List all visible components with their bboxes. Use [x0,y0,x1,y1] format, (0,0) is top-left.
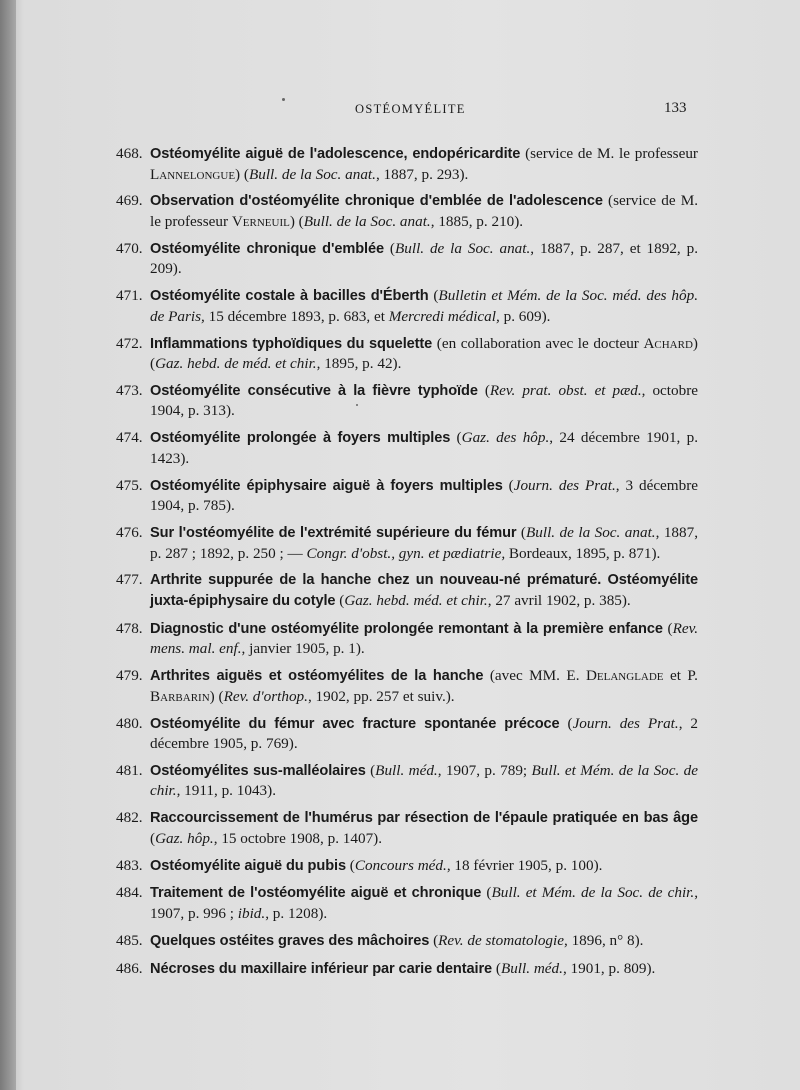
citation-source: Mercredi médical, [388,307,500,325]
citation-text: , p. 1208). [265,905,328,922]
citation-text: , 3 décembre 1904, p. 785). [150,476,699,515]
entry-number: 470. [116,239,143,257]
bibliography-entry [116,931,698,952]
page-gutter-shadow [0,0,16,1090]
citation-text: ( [481,884,492,902]
citation-text: , 1887, p. 293). [375,165,469,183]
citation-source: Concours méd. [354,856,447,874]
entry-title: Inflammations typhoïdiques du squelette [150,335,433,352]
bibliography-list [116,144,698,986]
entry-text [150,762,698,800]
entry-number: 469. [116,192,143,210]
entry-title: Sur l'ostéomyélite de l'extrémité supérieure du fémur [150,525,517,541]
citation-source: Bull. et Mém. de la Soc. de chir. [150,761,698,800]
entry-text [150,960,655,977]
bibliography-entry [116,428,698,468]
ink-speck [282,98,285,101]
entry-title: Nécroses du maxillaire inférieur par carie dentaire [150,960,493,977]
bibliography-entry [116,808,698,848]
citation-text: , 18 février 1905, p. 100). [446,856,603,874]
citation-text: (service de M. le professeur [520,145,698,162]
entry-number: 474. [116,429,143,447]
citation-text: ) ( [150,334,698,373]
bibliography-entry [116,334,698,374]
bibliography-entry [116,856,698,877]
citation-source: Rev. mens. mal. enf. [150,619,699,658]
citation-source: Bull. et Mém. de la Soc. de chir. [491,884,695,902]
entry-text [150,667,698,705]
entry-title: Observation d'ostéomyélite chronique d'emblée de l'adolescence [150,193,603,210]
citation-text: , 24 décembre 1901, p. 1423). [150,429,699,467]
citation-text: , 1887, p. 287 ; 1892, p. 250 ; — [150,524,699,562]
citation-text: (service de M. le professeur [150,192,699,230]
citation-text: ) ( [235,165,249,183]
entry-title: Ostéomyélite costale à bacilles d'Éberth [150,288,429,305]
citation-source: Congr. d'obst., gyn. et pædiatrie, [306,544,506,562]
entry-text [150,335,698,373]
entry-number: 468. [116,145,143,162]
bibliography-entry [116,523,698,563]
collaborator-name: Verneuil [231,212,290,230]
entry-title: Traitement de l'ostéomyélite aiguë et chronique [150,885,482,902]
citation-text: ( [345,856,355,874]
citation-source: Bulletin et Mém. de la Soc. méd. des hôp. de Paris, [150,287,698,325]
entry-number: 481. [116,761,143,779]
citation-text: 15 décembre 1893, p. 683, et [204,307,389,325]
entry-number: 486. [116,959,143,977]
bibliography-entry [116,959,698,980]
bibliography-entry [116,570,698,611]
collaborator-name: Lannelongue [150,165,236,183]
entry-text [150,524,698,562]
citation-text: , 2 décembre 1905, p. 769). [150,714,698,753]
citation-source: Journ. des Prat. [572,714,679,732]
citation-source: Rev. prat. obst. et pæd. [489,381,642,399]
citation-text: ) ( [289,212,304,230]
citation-text: ( [428,287,439,305]
bibliography-entry [116,191,698,231]
bibliography-entry [116,883,698,923]
bibliography-entry [116,144,698,184]
citation-text: Bordeaux, 1895, p. 871). [505,544,661,562]
citation-text: ( [477,381,490,399]
entry-title: Diagnostic d'une ostéomyélite prolongée remontant à la première enfance [150,620,663,637]
citation-text: , 1907, p. 996 ; [150,884,699,922]
citation-text: , 27 avril 1902, p. 385). [487,591,631,609]
citation-source: Bull. de la Soc. anat. [303,212,431,230]
bibliography-entry [116,381,698,421]
citation-source: Bull. de la Soc. anat. [248,165,376,183]
citation-text: ) ( [209,687,224,705]
citation-text: , 1887, p. 287, et 1892, p. 209). [150,239,698,278]
citation-source: Rev. d'orthop. [223,687,308,705]
collaborator-name: Delanglade [585,667,664,685]
entry-text [150,192,698,230]
citation-text: ( [559,714,573,732]
entry-text [150,240,698,278]
entry-title: Quelques ostéites graves des mâchoires [150,932,430,949]
citation-text: ( [450,429,462,447]
citation-text: (avec MM. E. [483,667,586,685]
citation-text: , 1907, p. 789; [437,761,532,779]
citation-text: ( [429,931,439,949]
citation-text: , octobre 1904, p. 313). [150,381,698,420]
citation-source: Gaz. des hôp. [461,429,550,447]
entry-number: 484. [116,884,143,902]
entry-number: 485. [116,931,143,949]
entry-text [150,382,698,420]
citation-text: ( [365,761,376,779]
entry-number: 482. [116,809,143,827]
entry-text [150,809,698,847]
entry-number: 477. [116,571,143,589]
citation-text: ( [662,619,673,637]
entry-text [150,715,698,753]
bibliography-entry [116,239,698,279]
page-number: 133 [664,100,687,116]
citation-text: , 1901, p. 809). [562,959,656,977]
entry-text [150,620,698,658]
citation-source: Bull. méd. [500,959,563,977]
bibliography-entry [116,619,698,659]
citation-text: , 1885, p. 210). [430,212,524,230]
page-header [0,102,800,122]
citation-text: , janvier 1905, p. 1). [241,640,365,658]
citation-text: ( [492,959,501,977]
entry-number: 478. [116,619,143,637]
citation-text: et P. [663,667,698,685]
citation-source: Journ. des Prat. [513,476,616,494]
bibliography-entry [116,714,698,754]
entry-title: Ostéomyélite aiguë de l'adolescence, endopéricardite [150,146,521,162]
bibliography-entry [116,476,698,516]
entry-number: 483. [116,856,143,874]
citation-source: Bull. de la Soc. anat. [394,239,531,257]
bibliography-entry [116,286,698,326]
entry-number: 473. [116,381,143,399]
citation-text: ( [335,591,345,609]
entry-number: 471. [116,287,143,305]
entry-text [150,884,698,922]
entry-text [150,145,698,183]
entry-text [150,429,698,467]
citation-text: ( [516,524,526,541]
entry-text [150,857,602,874]
bibliography-entry [116,666,698,706]
entry-number: 476. [116,524,143,541]
bibliography-entry [116,761,698,801]
citation-text: p. 609). [499,307,551,325]
citation-source: Gaz. hebd. de méd. et chir. [155,355,317,373]
citation-source: Bull. de la Soc. anat. [526,524,656,541]
entry-title: Ostéomyélite aiguë du pubis [150,857,346,874]
entry-text [150,932,643,949]
entry-title: Ostéomyélite du fémur avec fracture spontanée précoce [150,715,560,732]
citation-source: Gaz. hôp. [155,829,214,847]
entry-number: 480. [116,714,143,732]
entry-title: Ostéomyélite prolongée à foyers multiples [150,430,451,447]
entry-title: Ostéomyélite chronique d'emblée [150,240,385,257]
citation-text: ( [502,476,514,494]
entry-title: Ostéomyélite consécutive à la fièvre typhoïde [150,382,478,399]
citation-text: (en collaboration avec le docteur [432,334,644,352]
citation-text: , 1896, n° 8). [563,931,644,949]
citation-text: , 1911, p. 1043). [176,782,276,800]
running-title: OSTÉOMYÉLITE [355,102,466,116]
entry-number: 479. [116,667,143,685]
entry-number: 472. [116,334,143,352]
citation-source: Rev. de stomatologie [438,931,564,949]
citation-source: Bull. méd. [375,761,438,779]
citation-text: , 1895, p. 42). [316,355,402,373]
entry-text [150,571,698,609]
entry-title: Ostéomyélites sus-malléolaires [150,762,366,779]
citation-text: ( [150,829,156,847]
citation-text: , 1902, pp. 257 et suiv.). [307,687,455,705]
entry-title: Raccourcissement de l'humérus par résection de l'épaule pratiquée en bas âge [150,810,698,827]
citation-source: Gaz. hebd. méd. et chir. [344,591,488,609]
entry-title: Arthrites aiguës et ostéomyélites de la hanche [150,668,484,685]
entry-number: 475. [116,476,143,494]
citation-text: ( [384,239,395,257]
entry-text [150,477,698,515]
entry-title: Ostéomyélite épiphysaire aiguë à foyers multiples [150,477,503,494]
citation-source: ibid. [237,905,266,922]
citation-text: , 15 octobre 1908, p. 1407). [213,829,383,847]
collaborator-name: Achard [643,334,693,352]
entry-text [150,287,698,325]
collaborator-name: Barbarin [150,687,210,705]
entry-title: Arthrite suppurée de la hanche chez un nouveau-né prématuré. Ostéomyélite juxta-épiphysaire du cotyle [150,572,698,609]
